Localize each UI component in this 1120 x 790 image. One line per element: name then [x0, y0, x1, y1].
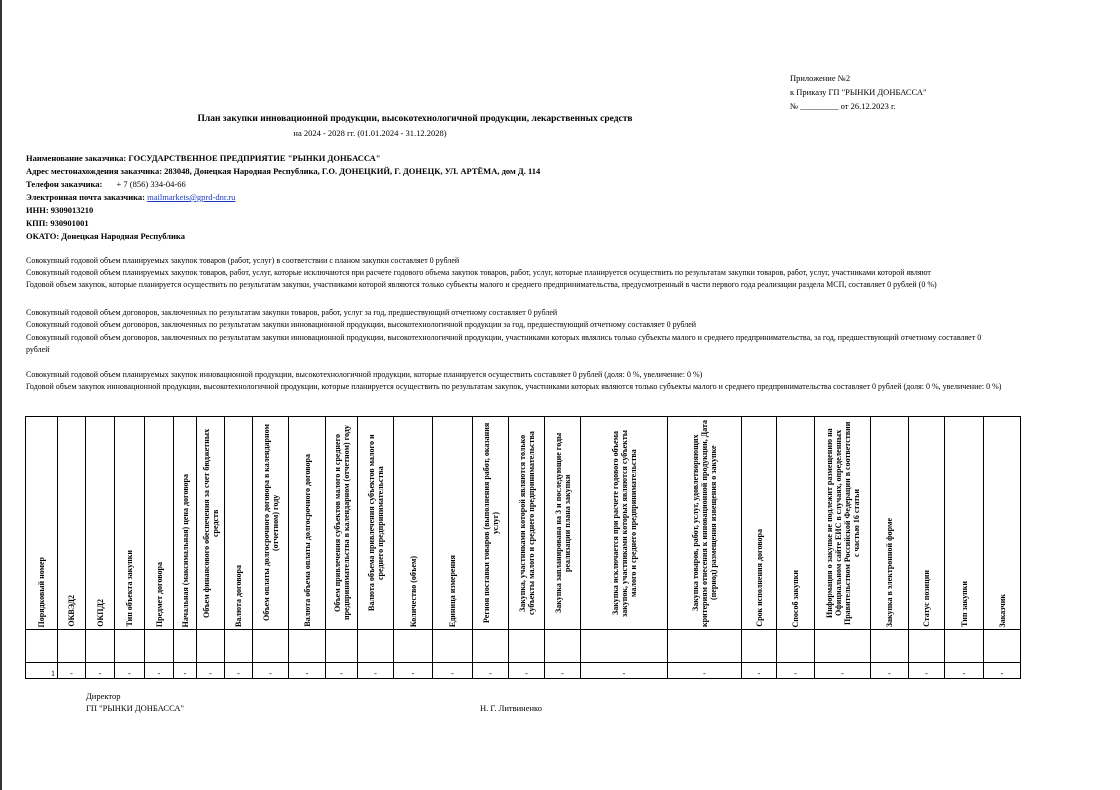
document-title: План закупки инновационной продукции, высокотехнологичной продукции, лекарственных средств: [197, 114, 633, 124]
table-cell-empty: [197, 630, 225, 663]
column-header-label: Закупка, участниками которой являются только субъекты малого и среднего предпринимательства: [517, 431, 536, 615]
phone-label: Телефон заказчика:: [26, 179, 103, 189]
procurement-table: [25, 416, 1021, 679]
table-cell-empty: [871, 630, 909, 663]
table-cell-empty: [225, 630, 253, 663]
column-header-label: Закупка исключается при расчете годового объема закупок, участниками которых являются субъекты малого и среднего предпринимательства: [610, 429, 638, 617]
column-header: [815, 417, 871, 630]
table-cell: -: [197, 663, 225, 679]
column-header-label: Единица измерения: [448, 554, 457, 627]
table-cell: -: [509, 663, 545, 679]
table-cell-empty: [86, 630, 115, 663]
summary-paragraph: Совокупный годовой объем договоров, заключенных по результатам закупки инновационной продукции, высокотехнологичной продукции, участниками которых являлись только субъекты малого и среднего предпринимательства, за год, предшествующий отчетному составляет 0 рублей: [26, 333, 982, 354]
column-header: [509, 417, 545, 630]
table-cell-empty: [358, 630, 394, 663]
table-cell: -: [815, 663, 871, 679]
table-cell-empty: [581, 630, 668, 663]
summary-paragraph: Совокупный годовой объем планируемых закупок инновационной продукции, высокотехнологичной продукции, которые планируется осуществить составляет 0 рублей (доля: 0 %, увеличение: 0 %): [26, 370, 703, 379]
table-cell-empty: [115, 630, 145, 663]
column-header-label: Начальная (максимальная) цена договора: [180, 473, 190, 627]
table-cell: -: [174, 663, 197, 679]
column-header-label: Регион поставки товаров (выполнения работ, оказания услуг): [481, 422, 500, 624]
appendix-line: Приложение №2: [790, 73, 851, 83]
column-header-label: Срок исполнения договора: [754, 529, 764, 627]
table-cell-empty: [145, 630, 174, 663]
summary-paragraph: Совокупный годовой объем договоров, заключенных по результатам закупки товаров, работ, услуг за год, предшествующий отчетному составляет 0 рублей: [26, 308, 558, 317]
table-cell-empty: [509, 630, 545, 663]
column-header-label: Количество (объем): [408, 555, 418, 627]
table-cell-empty: [945, 630, 984, 663]
table-cell-empty: [394, 630, 433, 663]
summary-paragraph: Совокупный годовой объем планируемых закупок товаров, работ, услуг, которые исключаются при расчете годового объема закупок товаров, работ, услуг, которые планируется осуществить по результатам закупки товаров, работ, услуг, участниками которой являют: [26, 268, 931, 277]
column-header: [742, 417, 777, 630]
table-cell: -: [326, 663, 358, 679]
table-cell: -: [394, 663, 433, 679]
table-cell: -: [433, 663, 473, 679]
summary-paragraph: Совокупный годовой объем договоров, заключенных по результатам закупки инновационной продукции, высокотехнологичной продукции за год, предшествующий отчетному составляет 0 рублей: [26, 320, 697, 329]
table-cell-empty: [984, 630, 1021, 663]
table-cell-empty: [174, 630, 197, 663]
column-header-label: Объем оплаты долгосрочного договора в календарном (отчетном) году: [261, 424, 280, 622]
column-header-label: ОКПД2: [95, 599, 105, 627]
table-cell-empty: [433, 630, 473, 663]
column-header: [433, 417, 473, 630]
table-cell: -: [945, 663, 984, 679]
column-header-label: Порядковый номер: [37, 556, 46, 627]
customer-info: [26, 152, 540, 243]
table-cell-empty: [668, 630, 742, 663]
table-cell: -: [115, 663, 145, 679]
table-cell: -: [909, 663, 945, 679]
table-cell: -: [289, 663, 326, 679]
table-cell: -: [545, 663, 581, 679]
column-header-label: Заказчик: [997, 593, 1007, 627]
column-header: [984, 417, 1021, 630]
table-cell: -: [358, 663, 394, 679]
column-header-label: ОКВЭД2: [67, 595, 76, 627]
table-cell: -: [473, 663, 509, 679]
column-header-label: Закупка в электронной форме: [885, 517, 894, 627]
signature-position: [86, 690, 184, 714]
column-header-label: Тип закупки: [959, 581, 969, 627]
column-header-label: Закупка товаров, работ, услуг, удовлетворяющих критериям отнесения к инновационной продукции, Дата (период) размещения извещения о закупке: [691, 419, 718, 627]
column-header-label: Информация о закупке не подлежит размещению на Официальном сайте ЕИС в случаях, определенных Правительством Российской Федерации в соответствии с частью 16 статьи: [824, 421, 861, 625]
column-header: [253, 417, 289, 630]
column-header: [26, 417, 58, 630]
column-header: [174, 417, 197, 630]
table-cell: -: [668, 663, 742, 679]
column-header: [394, 417, 433, 630]
table-cell-empty: [742, 630, 777, 663]
column-header-label: Предмет договора: [154, 561, 164, 627]
column-header-label: Способ закупки: [791, 569, 800, 627]
column-header: [145, 417, 174, 630]
table-row: [26, 663, 1021, 679]
column-header-label: Статус позиции: [922, 570, 931, 627]
column-header-label: Объем привлечения субъектов малого и среднего предпринимательства в календарном (отчетном) году: [332, 425, 351, 621]
name-value: ГОСУДАРСТВЕННОЕ ПРЕДПРИЯТИЕ "РЫНКИ ДОНБАССА": [128, 153, 381, 163]
table-cell-empty: [909, 630, 945, 663]
table-cell-empty: [545, 630, 581, 663]
signature-title: Директор: [86, 691, 121, 701]
column-header: [289, 417, 326, 630]
column-header: [86, 417, 115, 630]
table-cell: -: [86, 663, 115, 679]
summary-paragraph: Совокупный годовой объем планируемых закупок товаров (работ, услуг) в соответствии с планом закупки составляет 0 рублей: [26, 256, 460, 265]
table-cell: -: [871, 663, 909, 679]
phone-value: + 7 (856) 334-04-66: [116, 179, 186, 189]
table-header-row: [26, 417, 1021, 630]
table-cell-empty: [777, 630, 815, 663]
table-cell: -: [225, 663, 253, 679]
email-link[interactable]: mailmarkets@gprd-dnr.ru: [147, 192, 236, 202]
column-header: [945, 417, 984, 630]
table-cell: -: [145, 663, 174, 679]
address-label: Адрес местонахождения заказчика:: [26, 166, 163, 176]
column-header-label: Валюта договора: [234, 565, 243, 627]
signature-org: ГП "РЫНКИ ДОНБАССА": [86, 703, 184, 713]
column-header-label: Объем финансового обеспечения за счет бюджетных средств: [201, 428, 220, 618]
document-subtitle: на 2024 - 2028 гг. (01.01.2024 - 31.12.2028): [293, 128, 447, 138]
column-header: [58, 417, 86, 630]
table-cell: -: [58, 663, 86, 679]
appendix-block: [790, 71, 926, 113]
kpp: КПП: 930901001: [26, 218, 89, 228]
table-cell-empty: [473, 630, 509, 663]
table-cell: -: [581, 663, 668, 679]
column-header-label: Валюта объема оплаты долгосрочного договора: [302, 454, 312, 627]
email-label: Электронная почта заказчика:: [26, 192, 145, 202]
inn: ИНН: 9309013210: [26, 205, 94, 215]
table-cell: 1: [26, 663, 58, 679]
table-cell-empty: [253, 630, 289, 663]
table-cell-empty: [815, 630, 871, 663]
okato: ОКАТО: Донецкая Народная Республика: [26, 231, 185, 241]
column-header: [115, 417, 145, 630]
table-cell-empty: [58, 630, 86, 663]
table-cell: -: [253, 663, 289, 679]
column-header: [545, 417, 581, 630]
address-value: 283048, Донецкая Народная Республика, Г.О. ДОНЕЦКИЙ, Г. ДОНЕЦК, УЛ. АРТЁМА, дом Д. 114: [164, 166, 541, 176]
table-cell-empty: [289, 630, 326, 663]
column-header: [581, 417, 668, 630]
name-label: Наименование заказчика:: [26, 153, 127, 163]
table-cell-empty: [26, 630, 58, 663]
column-header: [909, 417, 945, 630]
column-header: [225, 417, 253, 630]
column-header: [668, 417, 742, 630]
column-header: [358, 417, 394, 630]
summary-paragraph: Годовой объем закупок инновационной продукции, высокотехнологичной продукции, которые планируется осуществить по результатам закупок, участниками которых являются только субъекты малого и среднего предпринимательства составляет 0 рублей (доля: 0 %, увеличение: 0 %): [26, 382, 1002, 391]
column-header: [871, 417, 909, 630]
table-cell: -: [742, 663, 777, 679]
table-spacer-row: [26, 630, 1021, 663]
summary-paragraph: Годовой объем закупок, которые планируется осуществить по результатам закупки, участниками которой являются только субъекты малого и среднего предпринимательства, предусмотренный в части первого года реализации раздела МСП, составляет 0 рублей (0 %): [26, 280, 937, 289]
table-cell-empty: [326, 630, 358, 663]
signature-name: Н. Г. Литвиненко: [480, 703, 543, 713]
column-header: [473, 417, 509, 630]
column-header-label: Закупка запланирована на 3 и последующие годы реализации плана закупки: [553, 432, 572, 614]
table-cell: -: [777, 663, 815, 679]
appendix-line: № _________ от 26.12.2023 г.: [790, 101, 896, 111]
column-header: [197, 417, 225, 630]
column-header-label: Тип объекта закупки: [125, 550, 134, 627]
column-header-label: Валюта объема привлечения субъектов малого и среднего предпринимательства: [366, 434, 385, 612]
column-header: [777, 417, 815, 630]
appendix-line: к Приказу ГП "РЫНКИ ДОНБАССА": [790, 87, 927, 97]
table-cell: -: [984, 663, 1021, 679]
column-header: [326, 417, 358, 630]
